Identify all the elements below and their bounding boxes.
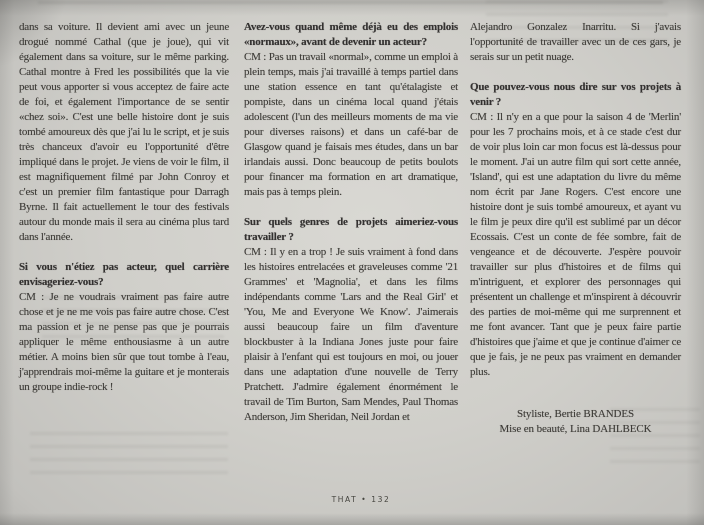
article-column-left <box>19 20 229 395</box>
interview-question: Si vous n'étiez pas acteur, quel carrière envisageriez-vous? <box>19 261 229 288</box>
interview-question: Que pouvez-vous nous dire sur vos projets à venir ? <box>470 81 681 108</box>
body-paragraph: dans sa voiture. Il devient ami avec un jeune drogué nommé Cathal (que je joue), qui vit également dans sa voiture, sur le même parking. Cathal montre à Fred les possibilités que la vie peut vous apporter si vous acceptez de faire acte de foi, et également l'importance de se sentir «chez soi». C'est une belle histoire dont je suis tombé amoureux dès que j'ai lu le script, et je suis très chanceux d'avoir eu l'opportunité d'être impliqué dans le projet. Je viens de voir le film, il est magnifiquement filmé par John Conroy et c'est un premier film fantastique pour Darragh Byrne. Il fait actuellement le tour des festivals autour du monde mais il sera au cinéma plus tard dans l'année. <box>19 21 229 243</box>
interview-answer: CM : Il y en a trop ! Je suis vraiment à fond dans les histoires entrelacées et graveleuses comme '21 Grammes' et 'Magnolia', et dans les films indépendants comme 'Lars and the Real Girl' et 'You, Me and Everyone We Know'. J'aimerais aussi beaucoup faire un film d'aventure blockbuster à la Indiana Jones juste pour faire plaisir à l'enfant qui est toujours en moi, ou jouer dans une adaptation d'une nouvelle de Terry Pratchett. J'admire également énormément le travail de Tim Burton, Sam Mendes, Paul Thomas Anderson, Jim Sheridan, Neil Jordan et <box>244 246 458 423</box>
bleed-through-text <box>30 432 228 474</box>
body-paragraph: Alejandro Gonzalez Inarritu. Si j'avais l'opportunité de travailler avec un de ces gars, je serais sur un petit nuage. <box>470 21 681 63</box>
page-footer <box>0 495 704 504</box>
stylist-credit: Styliste, Bertie BRANDES <box>516 408 635 420</box>
interview-answer: CM : Pas un travail «normal», comme un emploi à plein temps, mais j'ai travaillé à temps partiel dans une station essence en tant qu'étalagiste et pompiste, dans un cinéma local quand j'étais adolescent (l'un des meilleurs moments de ma vie pour diverses raisons) et dans un café-bar de Glasgow quand je faisais mes études, dans un bar irlandais aussi. Donc beaucoup de petits boulots pour financer ma formation en art dramatique, mais pas à temps plein. <box>244 51 458 198</box>
magazine-name-page-number: THAT • 132 <box>331 495 391 504</box>
article-column-middle <box>244 20 458 425</box>
interview-question: Avez-vous quand même déjà eu des emplois «normaux», avant de devenir un acteur? <box>244 21 458 48</box>
bleed-through-text <box>38 1 663 12</box>
credits-block <box>470 407 681 437</box>
interview-answer: CM : Je ne voudrais vraiment pas faire autre chose et je ne me vois pas faire autre chose. C'est ma passion et je ne pense pas que je pourrais appliquer le même enthousiasme à un autre métier. A moins bien sûr que tout tombe à l'eau, j'apprendrais moi-même la guitare et je monterais un groupe indie-rock ! <box>19 291 229 393</box>
article-column-right <box>470 20 681 437</box>
interview-answer: CM : Il n'y en a que pour la saison 4 de 'Merlin' pour les 7 prochains mois, et à ce stade c'est dur de voir plus loin car mon focus est là-dessus pour le moment. J'ai un autre film qui sort cette année, 'Island', qui est une adaptation du livre du même nom écrit par Jane Rogers. C'est encore une histoire dont je suis tombé amoureux, et ayant vu le film je peux dire qu'il est sublimé par un décor Ecossais. C'est un conte de fée sombre, fait de vengeance et de découverte. J'espère pouvoir travailler sur plus d'histoires et de films qui m'intriguent, et explorer des personnages qui présentent un challenge et m'inspirent à découvrir des parties de moi-même qui me surprennent et me font avancer. Tant que je peux faire partie d'histoires que j'aime et que je continue d'aimer ce que je fais, je ne peux pas vraiment en demander plus. <box>470 111 681 378</box>
interview-question: Sur quels genres de projets aimeriez-vous travailler ? <box>244 216 458 243</box>
makeup-credit: Mise en beauté, Lina DAHLBECK <box>499 423 652 435</box>
